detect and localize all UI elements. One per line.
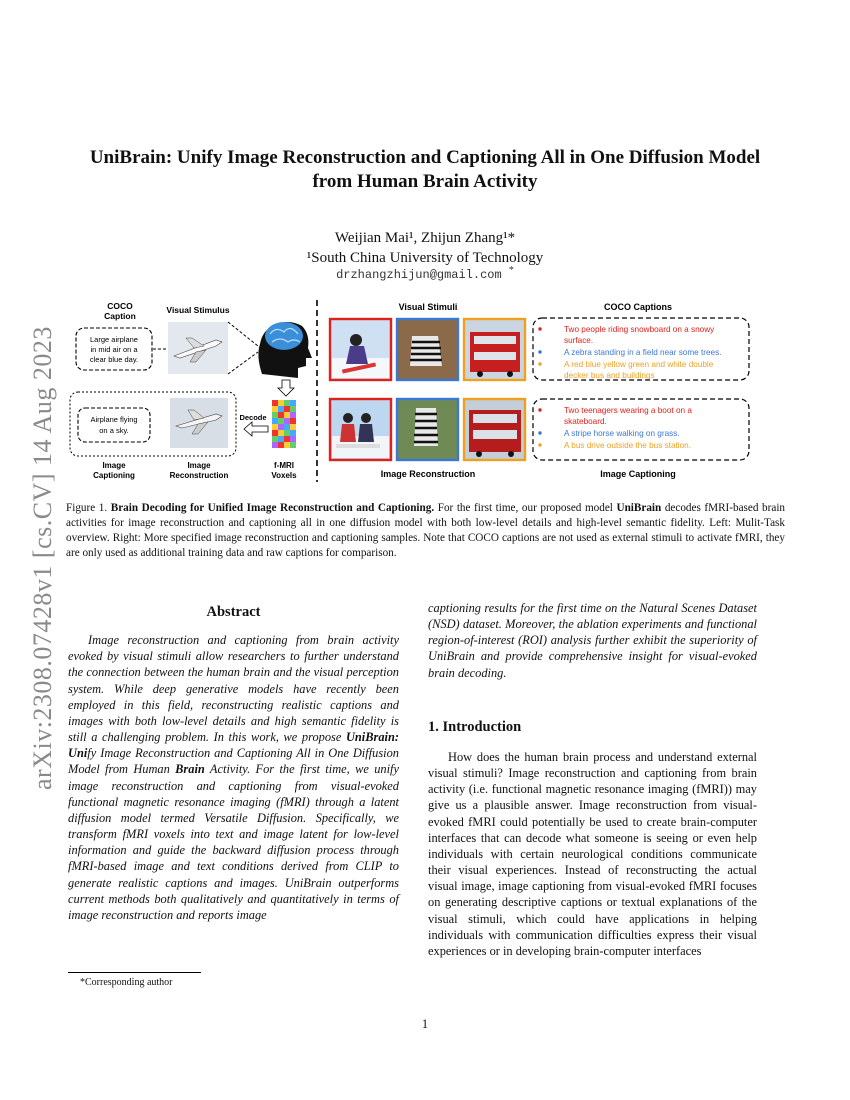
reconstruction-zebra-image	[397, 399, 458, 460]
generated-caption-1-line-2: skateboard.	[564, 417, 607, 426]
caption-label: Figure 1.	[66, 502, 108, 514]
footnote: *Corresponding author	[80, 977, 173, 988]
arxiv-id: arXiv:2308.07428v1 [cs.CV] 14 Aug 2023	[28, 326, 57, 790]
stimulus-snowboard-image	[330, 319, 391, 380]
figure-1	[66, 296, 786, 486]
stimulus-airplane-image	[168, 322, 228, 374]
fmri-voxels-icon	[272, 400, 296, 448]
coco-caption-1-line-1: Two people riding snowboard on a snowy	[564, 325, 715, 334]
coco-caption-3-line-2: decker bus and buildings	[564, 371, 655, 380]
fig-label-image-reconstruction-1: Image	[187, 461, 211, 470]
fig-label-fmri-voxels-1: f-MRI	[274, 461, 294, 470]
abstract-heading: Abstract	[206, 604, 261, 620]
caption-model-name: UniBrain	[616, 502, 662, 514]
generated-caption-2-line-1: A stripe horse walking on grass.	[564, 429, 680, 438]
left-column	[68, 600, 399, 923]
coco-caption-1-line-2: surface.	[564, 336, 594, 345]
fig-label-coco-caption-2: Caption	[104, 311, 136, 321]
fig-label-image-captioning: Image Captioning	[600, 469, 676, 479]
fig-label-image-reconstruction: Image Reconstruction	[380, 469, 476, 479]
fig-label-image-reconstruction-2: Reconstruction	[169, 471, 229, 480]
abstract-text: Image reconstruction and captioning from brain activity evoked by visual stimuli allow researchers to further understand the connection between the human brain and the visual perception system. While deep generative models have recently been employed in this field, reconstructing realistic captions and images with both low-level details and high semantic fidelity is still a challenging problem. In this work, we propose UniBrain: Unify Image Reconstruction and Captioning All in One Diffusion Model from Human Brain Activity. For the first time, we unify image reconstruction and captioning from visual-evoked functional magnetic resonance imaging (fMRI) through a latent diffusion model termed Versatile Diffusion. Specifically, we transform fMRI voxels into text and image latent for low-level information and guide the backward diffusion process through fMRI-based image and text conditions derived from CLIP to generate realistic captions and images. UniBrain outperforms current methods both qualitatively and quantitatively in terms of image reconstruction and reports image	[68, 633, 399, 922]
decode-arrow-icon	[244, 422, 268, 436]
fig-label-visual-stimuli: Visual Stimuli	[398, 302, 458, 312]
reconstructed-airplane-image	[170, 398, 228, 448]
affiliation: ¹South China University of Technology	[306, 250, 544, 266]
page-number: 1	[421, 1017, 429, 1031]
stimulus-caption-line-2: in mid air on a	[90, 345, 138, 354]
fig-label-decode: Decode	[239, 413, 267, 422]
stimulus-caption-line-3: clear blue day.	[89, 355, 139, 364]
fig-label-image-captioning-1: Image	[102, 461, 126, 470]
reconstruction-snowboard-image	[330, 399, 391, 460]
authors-block	[70, 228, 780, 268]
generated-caption-1-line-1: Two teenagers wearing a boot on a	[564, 406, 692, 415]
author-names: Weijian Mai¹, Zhijun Zhang¹*	[334, 230, 516, 246]
author-email: drzhangzhijun@gmail.com *	[336, 265, 514, 282]
arxiv-watermark	[6, 250, 57, 790]
figure-caption: Figure 1. Brain Decoding for Unified Image Reconstruction and Captioning. For the first time, our proposed model UniBrain decodes fMRI-based brain activities for image reconstruction and captioning all in one diffusion model with both low-level details and high-level semantic fidelity. Left: Mulit-Task overview. Right: More specified image reconstruction and captioning samples. Note that COCO captions are not used as external stimuli to activate fMRI, they are only used as additional training data and raw captions for comparison.	[66, 502, 786, 559]
footnote-rule	[68, 972, 201, 973]
paper-title: UniBrain: Unify Image Reconstruction and Captioning All in One Diffusion Model from Human Brain Activity	[89, 147, 761, 192]
introduction-text: How does the human brain process and understand external visual stimuli? Image reconstruction and captioning from brain activity (i.e. functional magnetic resonance imaging (fMRI)) may give us a plausible answer. Image reconstruction from visual-evoked fMRI could potentially be used to create brain-computer interfaces that can decode what someone is seeing or even help individuals with certain neurological conditions communicate their visual experiences. Instead of reconstructing the actual visual image, image captioning from visual-evoked fMRI focuses on generating descriptive captions or textual explanations of the visual stimuli, which could have applications in helping individuals with communication difficulties express their visual experiences or in developing brain-computer interfaces	[428, 749, 757, 958]
fig-label-fmri-voxels-2: Voxels	[271, 471, 297, 480]
reconstruction-bus-image	[464, 399, 525, 460]
introduction-heading: 1. Introduction	[428, 718, 522, 735]
fig-label-coco-caption-1: COCO	[107, 301, 133, 311]
fig-label-coco-captions: COCO Captions	[603, 302, 673, 312]
generated-caption-3-line-1: A bus drive outside the bus station.	[564, 441, 691, 450]
stimulus-bus-image	[464, 319, 525, 380]
stimulus-zebra-image	[397, 319, 458, 380]
generated-caption-line-1: Airplane flying	[90, 415, 138, 424]
coco-caption-3-line-1: A red blue yellow green and white double	[564, 360, 714, 369]
fig-label-image-captioning-2: Captioning	[93, 471, 135, 480]
fig-label-visual-stimulus: Visual Stimulus	[166, 305, 230, 315]
down-arrow-icon	[278, 380, 294, 396]
generated-caption-line-2: on a sky.	[99, 426, 129, 435]
brain-head-icon	[258, 322, 312, 378]
right-column	[428, 600, 757, 959]
coco-caption-2-line-1: A zebra standing in a field near some trees.	[564, 348, 722, 357]
caption-title: Brain Decoding for Unified Image Reconstruction and Captioning.	[110, 502, 435, 514]
generated-caption-box	[78, 408, 150, 442]
stimulus-caption-line-1: Large airplane	[90, 335, 138, 344]
abstract-continued: captioning results for the first time on the Natural Scenes Dataset (NSD) dataset. Moreover, the ablation experiments and functional region-of-interest (ROI) analysis further exhibit the superiority of UniBrain and provide comprehensive insight for visual-evoked brain decoding.	[428, 601, 757, 680]
